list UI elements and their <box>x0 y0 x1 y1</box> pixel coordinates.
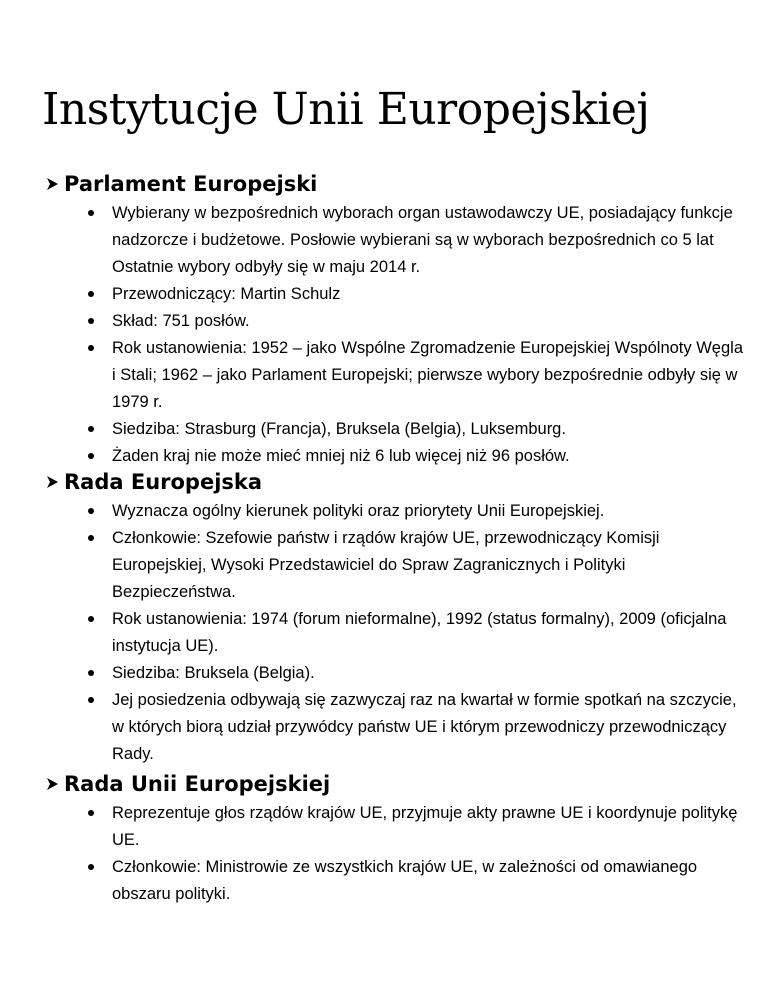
section-heading: Rada Unii Europejskiej <box>64 772 331 796</box>
section-heading-row <box>0 170 768 200</box>
bullet-dot-icon <box>88 318 94 324</box>
page-title: Instytucje Unii Europejskiej <box>42 84 650 135</box>
list-item-text: Wybierany w bezpośrednich wyborach organ ustawodawczy UE, posiadający funkcje nadzorcze i budżetowe. Posłowie wybierani są w wyborach bezpośrednich co 5 lat Ostatnie wybory odbyły się w maju 2014 r. <box>112 204 733 276</box>
bullet-dot-icon <box>88 291 94 297</box>
bullet-list <box>0 800 768 908</box>
bullet-dot-icon <box>88 864 94 870</box>
section-heading: Parlament Europejski <box>64 172 318 196</box>
list-item <box>0 800 768 854</box>
list-item <box>0 308 768 335</box>
bullet-dot-icon <box>88 426 94 432</box>
arrow-bullet-icon <box>44 776 60 792</box>
list-item <box>0 606 768 660</box>
list-item-text: Siedziba: Bruksela (Belgia). <box>112 664 315 682</box>
arrow-bullet-icon <box>44 176 60 192</box>
list-item <box>0 335 768 416</box>
bullet-dot-icon <box>88 453 94 459</box>
bullet-dot-icon <box>88 670 94 676</box>
bullet-list <box>0 200 768 470</box>
list-item <box>0 525 768 606</box>
list-item <box>0 416 768 443</box>
bullet-dot-icon <box>88 535 94 541</box>
list-item-text: Przewodniczący: Martin Schulz <box>112 285 341 303</box>
bullet-dot-icon <box>88 345 94 351</box>
list-item <box>0 443 768 470</box>
list-item-text: Rok ustanowienia: 1952 – jako Wspólne Zgromadzenie Europejskiej Wspólnoty Węgla i Stali; 1962 – jako Parlament Europejski; pierwsze wybory bezpośrednie odbyły się w 1979 r. <box>112 339 743 411</box>
section-heading: Rada Europejska <box>64 470 263 494</box>
list-item <box>0 498 768 525</box>
bullet-dot-icon <box>88 810 94 816</box>
bullet-dot-icon <box>88 210 94 216</box>
list-item-text: Jej posiedzenia odbywają się zazwyczaj raz na kwartał w formie spotkań na szczycie, w których biorą udział przywódcy państw UE i którym przewodniczy przewodniczący Rady. <box>112 691 737 763</box>
section-heading-row <box>0 770 768 800</box>
bullet-dot-icon <box>88 616 94 622</box>
bullet-dot-icon <box>88 697 94 703</box>
bullet-dot-icon <box>88 508 94 514</box>
section-rada-unii-europejskiej <box>0 770 768 908</box>
list-item-text: Członkowie: Szefowie państw i rządów krajów UE, przewodniczący Komisji Europejskiej, Wysoki Przedstawiciel do Spraw Zagranicznych i Polityki Bezpieczeństwa. <box>112 529 660 601</box>
section-rada-europejska <box>0 468 768 768</box>
list-item-text: Członkowie: Ministrowie ze wszystkich krajów UE, w zależności od omawianego obszaru polityki. <box>112 858 698 903</box>
list-item-text: Skład: 751 posłów. <box>112 312 250 330</box>
list-item <box>0 854 768 908</box>
section-parlament-europejski <box>0 170 768 470</box>
list-item-text: Wyznacza ogólny kierunek polityki oraz priorytety Unii Europejskiej. <box>112 502 605 520</box>
list-item-text: Siedziba: Strasburg (Francja), Bruksela (Belgia), Luksemburg. <box>112 420 566 438</box>
section-heading-row <box>0 468 768 498</box>
bullet-list <box>0 498 768 768</box>
list-item <box>0 281 768 308</box>
list-item <box>0 660 768 687</box>
list-item-text: Żaden kraj nie może mieć mniej niż 6 lub więcej niż 96 posłów. <box>112 447 570 465</box>
list-item-text: Rok ustanowienia: 1974 (forum nieformalne), 1992 (status formalny), 2009 (oficjalna instytucja UE). <box>112 610 727 655</box>
list-item-text: Reprezentuje głos rządów krajów UE, przyjmuje akty prawne UE i koordynuje politykę UE. <box>112 804 738 849</box>
list-item <box>0 200 768 281</box>
list-item <box>0 687 768 768</box>
arrow-bullet-icon <box>44 474 60 490</box>
